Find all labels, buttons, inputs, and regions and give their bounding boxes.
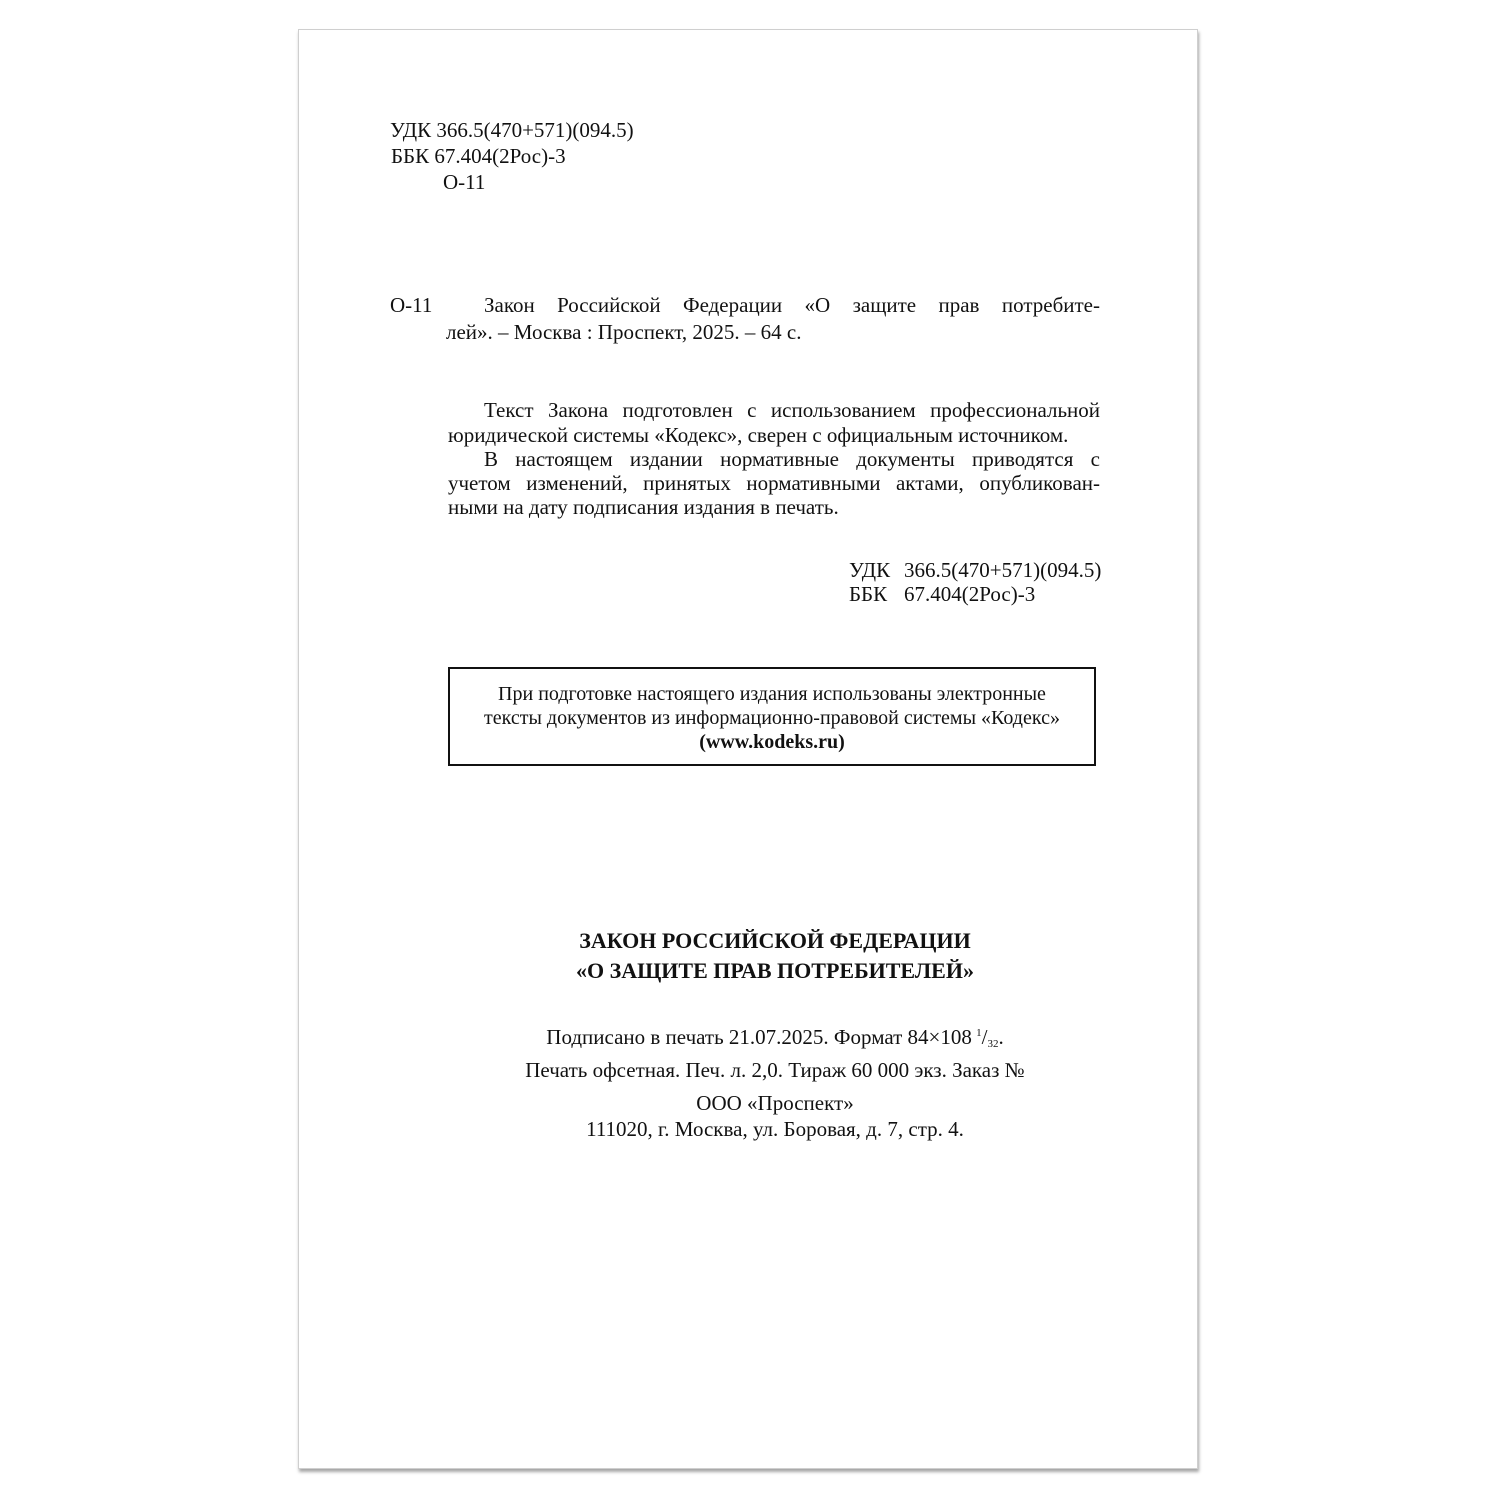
- publisher-address: 111020, г. Москва, ул. Боровая, д. 7, стр. 4.: [586, 1117, 964, 1141]
- publisher-name: ООО «Проспект»: [696, 1091, 854, 1115]
- bbk-label-bottom: ББК: [849, 582, 888, 606]
- udk-code-top: УДК 366.5(470+571)(094.5): [390, 118, 634, 142]
- kodeks-notice-box: [448, 667, 1096, 766]
- annotation-p2-middle: [448, 471, 1100, 495]
- bibliographic-line-1: Закон Российской Федерации «О защите прав потребите-: [484, 293, 1100, 317]
- bibliographic-line-1-wrap: [484, 293, 1100, 317]
- imprint-print-line-1: Подписано в печать 21.07.2025. Формат 84×108 $^1/_{32}$.: [546, 1025, 1004, 1050]
- imprint-line-1-end: .: [998, 1025, 1004, 1049]
- annotation-p2-line2: учетом изменений, принятых нормативными актами, опубликован-: [448, 471, 1100, 495]
- publisher-block: [400, 1090, 1150, 1142]
- author-mark-top: О-11: [443, 170, 486, 194]
- format-fraction-denominator: 32: [987, 1038, 999, 1050]
- annotation-p2-line1: В настоящем издании нормативные документы приводятся с: [484, 447, 1100, 471]
- imprint-title: [400, 926, 1150, 986]
- kodeks-notice-line-2: тексты документов из информационно-правовой системы «Кодекс»: [484, 707, 1060, 729]
- annotation-p2-line3: ными на дату подписания издания в печать.: [448, 495, 839, 519]
- format-fraction-numerator: 1: [976, 1027, 982, 1039]
- annotation-p1-first: [484, 398, 1100, 422]
- annotation-p2-first: [484, 447, 1100, 471]
- kodeks-notice-line-1: При подготовке настоящего издания использованы электронные: [498, 683, 1046, 705]
- bibliographic-line-2: лей». – Москва : Проспект, 2025. – 64 с.: [446, 320, 802, 344]
- bibliographic-mark: О-11: [390, 293, 433, 317]
- annotation-p2-last: [448, 495, 839, 519]
- imprint-signed-format: Подписано в печать 21.07.2025. Формат 84×108: [546, 1025, 972, 1049]
- imprint-print-details: [400, 1020, 1150, 1083]
- udk-label-bottom: УДК: [849, 558, 891, 582]
- imprint-print-line-2: Печать офсетная. Печ. л. 2,0. Тираж 60 000 экз. Заказ №: [525, 1058, 1025, 1082]
- annotation-p1-line1: Текст Закона подготовлен с использованием профессиональной: [484, 398, 1100, 422]
- udk-value-bottom: 366.5(470+571)(094.5): [904, 558, 1102, 582]
- imprint-title-line-2: «О ЗАЩИТЕ ПРАВ ПОТРЕБИТЕЛЕЙ»: [576, 958, 974, 983]
- kodeks-website-link: (www.kodeks.ru): [699, 731, 845, 753]
- annotation-p1-second: [448, 423, 1068, 447]
- annotation-p1-line2: юридической системы «Кодекс», сверен с официальным источником.: [448, 423, 1069, 447]
- bbk-code-top: ББК 67.404(2Рос)-3: [391, 144, 566, 168]
- bbk-value-bottom: 67.404(2Рос)-3: [904, 582, 1036, 606]
- imprint-title-line-1: ЗАКОН РОССИЙСКОЙ ФЕДЕРАЦИИ: [579, 928, 971, 953]
